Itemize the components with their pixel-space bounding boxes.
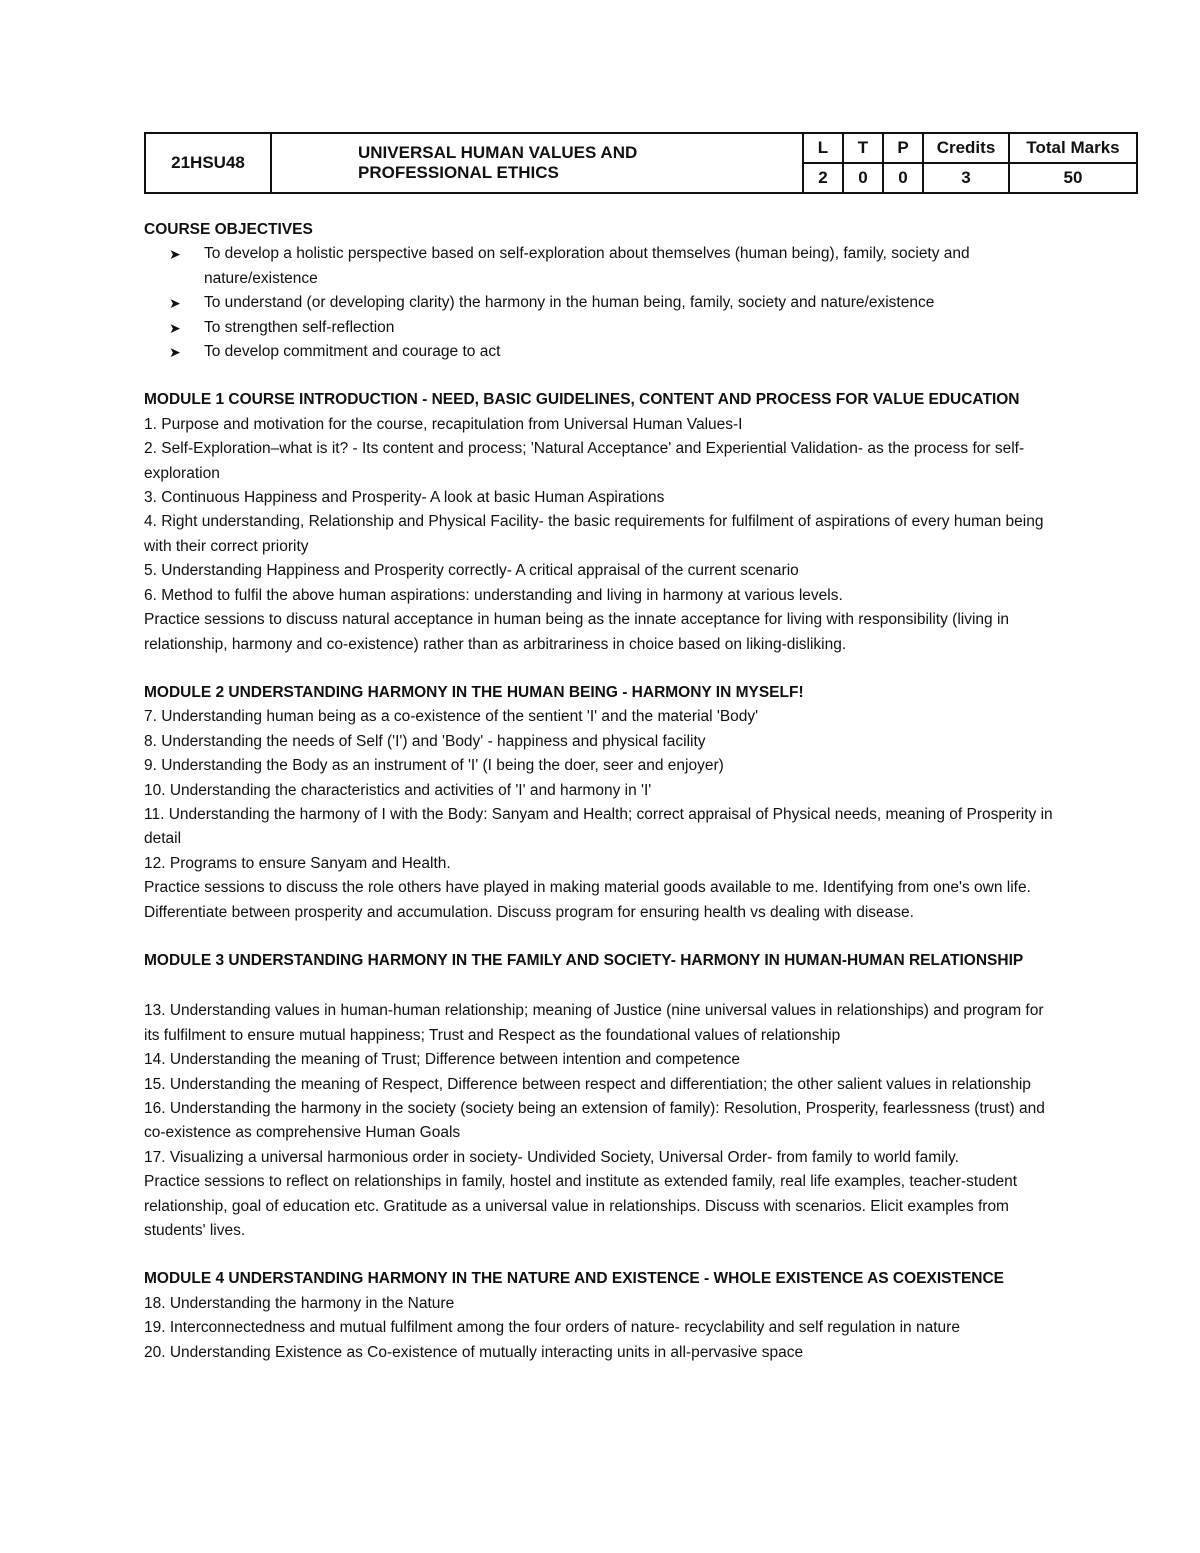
module-2-item: 10. Understanding the characteristics and activities of 'I' and harmony in 'I': [144, 781, 652, 799]
module-3-item: 15. Understanding the meaning of Respect, Difference between respect and differentiation; the other salient values in relationship: [144, 1075, 1031, 1093]
module-4-item: 19. Interconnectedness and mutual fulfilment among the four orders of nature- recyclability and self regulation in nature: [144, 1319, 960, 1337]
module-2-heading: MODULE 2 UNDERSTANDING HARMONY IN THE HUMAN BEING - HARMONY IN MYSELF!: [144, 683, 804, 701]
arrowhead-bullet-icon: ➤: [169, 319, 181, 336]
arrowhead-bullet-icon: ➤: [169, 246, 181, 263]
value-credits: 3: [923, 163, 1009, 193]
module-1-item: 2. Self-Exploration–what is it? - Its content and process; 'Natural Acceptance' and Experiential Validation- as the process for self-exploration: [144, 440, 1025, 482]
module-1-item: 4. Right understanding, Relationship and Physical Facility- the basic requirements for fulfilment of aspirations of every human being with their correct priority: [144, 513, 1044, 555]
course-header-table: [144, 132, 1138, 194]
objective-item: ➤ To develop commitment and courage to act: [144, 340, 1056, 364]
objectives-heading: COURSE OBJECTIVES: [144, 221, 313, 238]
value-total-marks: 50: [1009, 163, 1137, 193]
module-2-item: 11. Understanding the harmony of I with the Body: Sanyam and Health; correct appraisal of Physical needs, meaning of Prosperity in detail: [144, 805, 1053, 848]
module-3-item: 17. Visualizing a universal harmonious order in society- Undivided Society, Universal Order- from family to world family.: [144, 1148, 959, 1166]
module-3-heading: MODULE 3 UNDERSTANDING HARMONY IN THE FAMILY AND SOCIETY- HARMONY IN HUMAN-HUMAN RELATIONSHIP: [144, 951, 1024, 969]
module-4-heading: MODULE 4 UNDERSTANDING HARMONY IN THE NATURE AND EXISTENCE - WHOLE EXISTENCE AS COEXISTENCE: [144, 1270, 1005, 1288]
value-t: 0: [843, 163, 883, 193]
module-3-item: 16. Understanding the harmony in the society (society being an extension of family): Resolution, Prosperity, fearlessness (trust) and co-existence as comprehensive Human Goals: [144, 1100, 1045, 1142]
module-1-item: 3. Continuous Happiness and Prosperity- A look at basic Human Aspirations: [144, 489, 665, 507]
course-title: [271, 133, 803, 193]
module-1-item: 5. Understanding Happiness and Prosperity correctly- A critical appraisal of the current scenario: [144, 562, 799, 580]
module-2-item: 7. Understanding human being as a co-existence of the sentient 'I' and the material 'Body': [144, 708, 759, 726]
objective-item: ➤ To develop a holistic perspective based on self-exploration about themselves (human being), family, society and nature/existence: [144, 242, 1056, 291]
module-4-item: 20. Understanding Existence as Co-existence of mutually interacting units in all-pervasive space: [144, 1343, 804, 1361]
course-title-line-2: PROFESSIONAL ETHICS: [358, 163, 559, 182]
module-1-practice: Practice sessions to discuss natural acceptance in human being as the innate acceptance for living with responsibility (living in relationship, harmony and co-existence) rather than as arbitrariness in choice based on liking-disliking.: [144, 611, 1010, 653]
course-code: 21HSU48: [145, 133, 271, 193]
objective-item: ➤ To strengthen self-reflection: [144, 316, 1056, 340]
header-credits: Credits: [923, 133, 1009, 163]
header-l: L: [803, 133, 843, 163]
module-2-practice: Practice sessions to discuss the role others have played in making material goods available to me. Identifying from one's own life. Differentiate between prosperity and accumulation. Discuss program for ensuring health vs dealing with disease.: [144, 879, 1031, 921]
module-2-item: 9. Understanding the Body as an instrument of 'I' (I being the doer, seer and enjoyer): [144, 757, 724, 775]
header-p: P: [883, 133, 923, 163]
objective-item: ➤ To understand (or developing clarity) the harmony in the human being, family, society and nature/existence: [144, 291, 1056, 315]
module-1-item: 6. Method to fulfil the above human aspirations: understanding and living in harmony at various levels.: [144, 586, 843, 604]
module-1-item: 1. Purpose and motivation for the course, recapitulation from Universal Human Values-I: [144, 415, 743, 433]
value-l: 2: [803, 163, 843, 193]
syllabus-content: [144, 218, 1056, 1365]
course-title-line-1: UNIVERSAL HUMAN VALUES AND: [358, 142, 638, 162]
module-3-practice: Practice sessions to reflect on relationships in family, hostel and institute as extended family, real life examples, teacher-student relationship, goal of education etc. Gratitude as a universal value in relationships. Discuss with scenarios. Elicit examples from students' lives.: [144, 1173, 1018, 1240]
objectives-list: [144, 242, 1056, 364]
module-2-item: 8. Understanding the needs of Self ('I') and 'Body' - happiness and physical facility: [144, 732, 706, 750]
module-3-item: 13. Understanding values in human-human relationship; meaning of Justice (nine universal values in relationships) and program for its fulfilment to ensure mutual happiness; Trust and Respect as the foundational values of relationship: [144, 1002, 1044, 1044]
arrowhead-bullet-icon: ➤: [169, 344, 181, 361]
value-p: 0: [883, 163, 923, 193]
module-4-item: 18. Understanding the harmony in the Nature: [144, 1294, 455, 1312]
module-2-item: 12. Programs to ensure Sanyam and Health.: [144, 854, 451, 872]
header-t: T: [843, 133, 883, 163]
arrowhead-bullet-icon: ➤: [169, 295, 181, 312]
module-3-item: 14. Understanding the meaning of Trust; Difference between intention and competence: [144, 1051, 740, 1069]
header-total-marks: Total Marks: [1009, 133, 1137, 163]
module-1-heading: MODULE 1 COURSE INTRODUCTION - NEED, BASIC GUIDELINES, CONTENT AND PROCESS FOR VALUE EDUCATION: [144, 391, 1020, 409]
